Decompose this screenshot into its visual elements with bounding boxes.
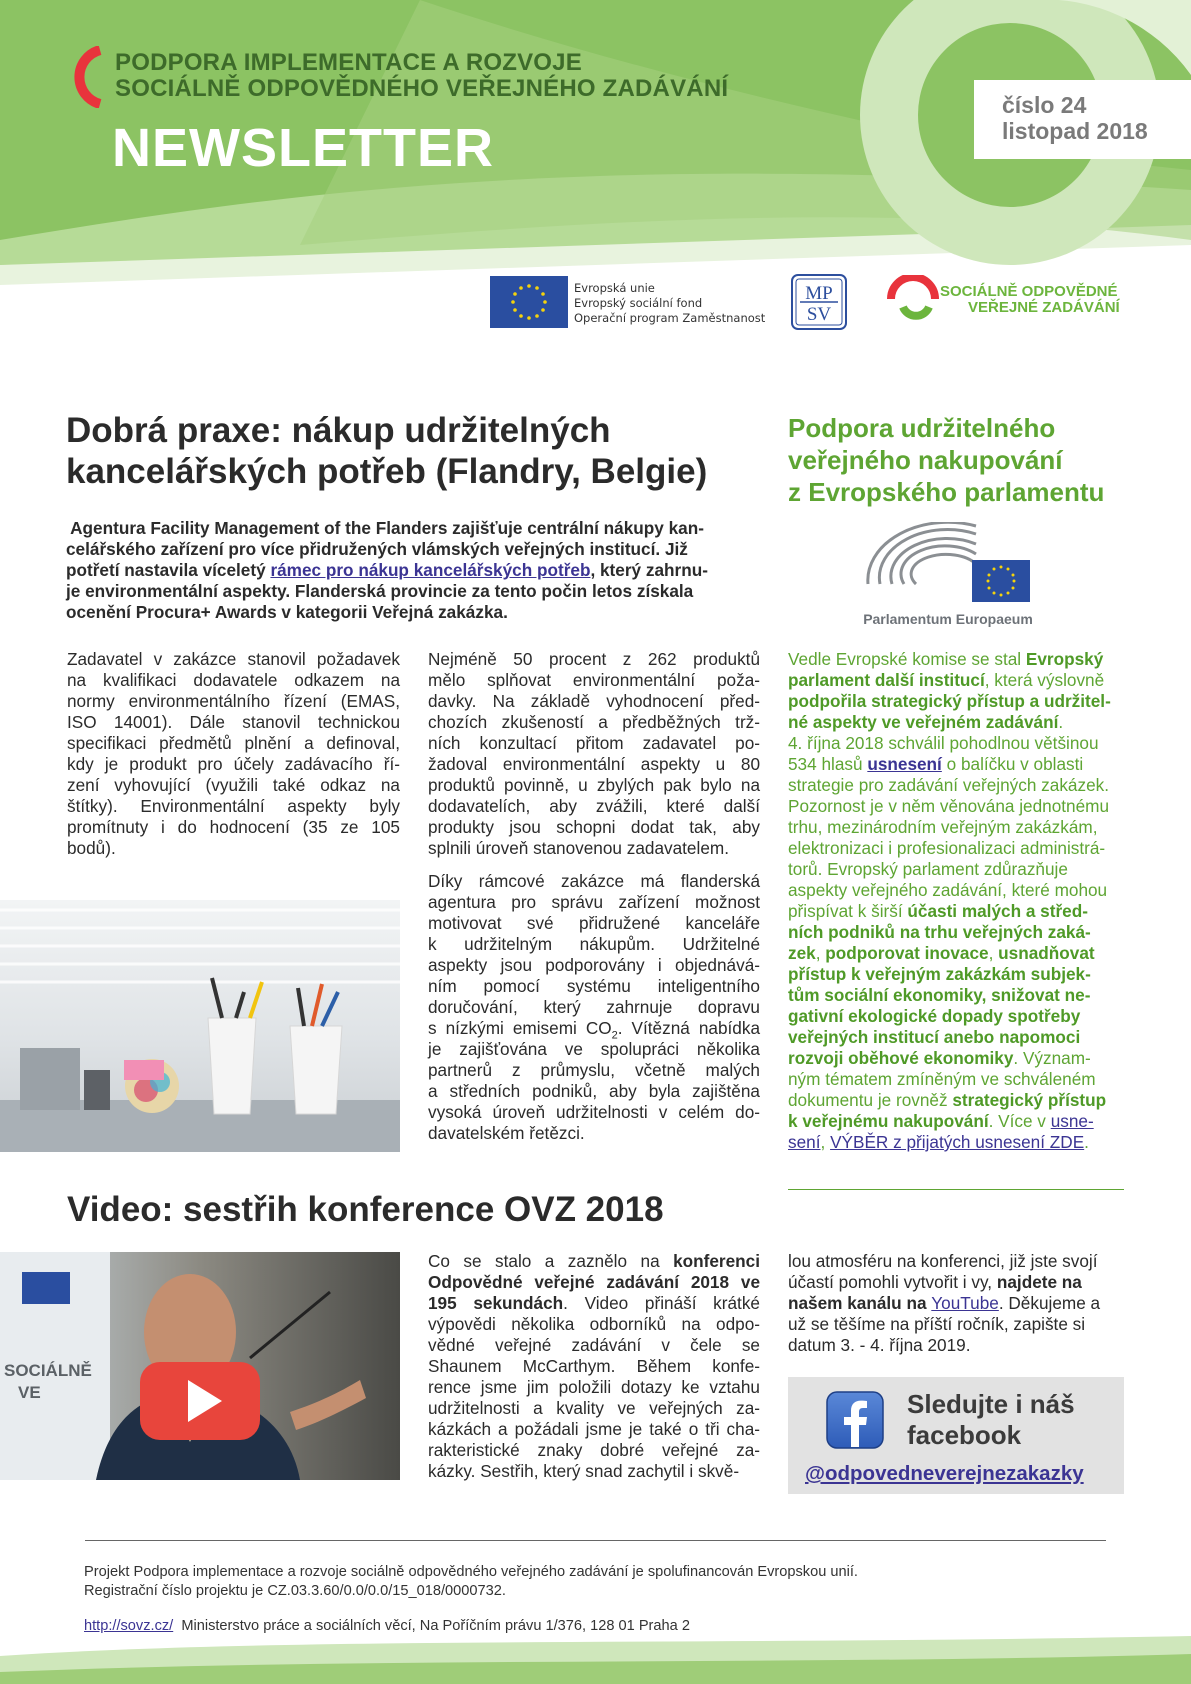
video-col2-line [788, 1293, 1128, 1314]
eu-logo-text [574, 281, 765, 326]
sidebar-body-line [788, 733, 1148, 754]
line-text: Shaunem McCarthym. Během konfe- [428, 1356, 760, 1376]
video-column-1 [428, 1251, 760, 1482]
line-text: výpovědi několika odborníků na odpo- [428, 1314, 760, 1334]
inline-link[interactable]: usne- [1050, 1111, 1094, 1131]
video-col1-line [428, 1335, 760, 1356]
bold-text: usnadňovat [998, 943, 1095, 963]
article-col1-line: bodů). [67, 838, 116, 858]
video-col1-line [428, 1293, 760, 1314]
article-col2-line: dodavatelích, aby zvážili, které další [428, 796, 760, 816]
article-col2b-line: aspekty jsou podporovány i objednává- [428, 955, 760, 975]
issue-box [974, 80, 1191, 159]
inline-link[interactable]: usnesení [867, 754, 942, 774]
line-text: rence jsme jim položili dotazy ke vztahu [428, 1377, 760, 1397]
lead-text: , který zahrnu- [590, 560, 708, 580]
article-col2b-line [428, 1018, 761, 1042]
article-col2b-line: doručování, který zahrnuje dopravu [428, 997, 760, 1017]
bold-text: parlament další institucí [788, 670, 985, 690]
line-text: , [815, 943, 826, 963]
issue-date: listopad 2018 [1002, 118, 1148, 144]
office-supplies-photo [0, 900, 400, 1152]
video-col1-line [428, 1272, 760, 1293]
eu-text-line3: Operační program Zaměstnanost [574, 311, 766, 325]
sidebar-divider [788, 1189, 1124, 1190]
article-col1-line: ISO 14001). Dále stanovil technickou [67, 712, 400, 732]
line-text: o balíčku v oblasti [941, 754, 1084, 774]
facebook-title-line1: Sledujte i náš [907, 1389, 1075, 1419]
line-text: s nízkými emisemi CO [428, 1018, 612, 1038]
article-col1-line: zení vyhovující (využili také odkaz na [67, 775, 400, 795]
sidebar-body-line [788, 985, 1148, 1006]
article-col2b-line: k udržitelným nákupům. Udržitelné [428, 934, 760, 954]
bold-text: přístup k veřejným zakázkám subjek- [788, 964, 1091, 984]
line-text: Vedle Evropské komise se stal [788, 649, 1026, 669]
line-text: 534 hlasů [788, 754, 868, 774]
video-col2-line [788, 1314, 1128, 1335]
line-text: Pozornost je v něm věnována jednotnému [788, 796, 1110, 816]
sidebar-body-line [788, 1090, 1148, 1111]
lead-line: celářského zařízení pro více přidružených vlámských veřejných institucí. Již [66, 539, 688, 559]
article-col2b-line: vysoká úroveň udržitelnosti v celém do- [428, 1102, 760, 1122]
sidebar-body-line [788, 649, 1148, 670]
article-col2-line: davky. Na základě vyhodnocení před- [428, 691, 760, 711]
line-text: . Vítězná nabídka [617, 1018, 761, 1038]
sidebar-body-line [788, 754, 1148, 775]
video-col1-line [428, 1398, 760, 1419]
line-text: kázkách a požádali jsme je také o tři cha- [428, 1419, 760, 1439]
sidebar-body-line [788, 1048, 1148, 1069]
sidebar-title [788, 412, 1148, 508]
sidebar-body-line [788, 880, 1148, 901]
sidebar-body-line [788, 922, 1148, 943]
sidebar-body-line [788, 838, 1148, 859]
line-text: . Video přináší krátké [563, 1293, 760, 1313]
line-text: strategie pro zadávání veřejných zakázek. [788, 775, 1110, 795]
line-text: lou atmosféru na konferenci, již jste svojí [788, 1251, 1098, 1271]
sidebar-body-line [788, 1111, 1148, 1132]
sovz-logo-text [940, 284, 1120, 316]
video-col2-line [788, 1251, 1128, 1272]
article-title-line2: kancelářských potřeb (Flandry, Belgie) [66, 452, 708, 491]
line-text: . [1084, 1132, 1089, 1152]
article-column-2 [428, 649, 760, 859]
sidebar-body-line [788, 1069, 1148, 1090]
line-text: udržitelnosti a kvality ve veřejných za- [428, 1398, 760, 1418]
bold-text: najdete na [996, 1272, 1082, 1292]
article-lead [66, 518, 708, 623]
line-text: vědné veřejné zadávání v čele se [428, 1335, 760, 1355]
european-parliament-caption: Parlamentum Europaeum [863, 611, 1033, 627]
video-col1-line [428, 1419, 760, 1440]
website-link[interactable]: http://sovz.cz/ [84, 1618, 174, 1634]
inline-link[interactable]: YouTube [931, 1293, 999, 1313]
article-col1-line: normy environmentálního řízení (EMAS, [67, 691, 400, 711]
sidebar-body-line [788, 964, 1148, 985]
subscript-text: 2 [611, 1029, 618, 1042]
article-col1-line: promítnuty i do hodnocení (35 ze 105 [67, 817, 400, 837]
facebook-icon[interactable] [826, 1391, 884, 1449]
sidebar-body [788, 649, 1148, 1153]
lead-line: ocenění Procura+ Awards v kategorii Veřejná zakázka. [66, 602, 508, 622]
video-col1-line [428, 1251, 760, 1272]
video-column-2 [788, 1251, 1128, 1356]
article-col2-line: splnili úroveň stanovenou zadavatelem. [428, 838, 729, 858]
video-col1-line [428, 1440, 760, 1461]
line-text: . [1058, 712, 1064, 732]
line-text: , která výslovně [984, 670, 1105, 690]
article-col2b-line: davatelském řetězci. [428, 1123, 585, 1143]
ministry-address: Ministerstvo práce a sociálních věcí, Na Poříčním právu 1/376, 128 01 Praha 2 [173, 1618, 690, 1634]
lead-text: potřetí nastavila víceletý [66, 560, 271, 580]
bold-text: né aspekty ve veřejném zadávání [788, 712, 1059, 732]
mpsv-logo [791, 274, 847, 330]
video-col1-line [428, 1356, 760, 1377]
issue-number: číslo 24 [1002, 92, 1087, 118]
line-text: elektronizaci i profesionalizaci administrá- [788, 838, 1106, 858]
line-text: . Děkujeme a [998, 1293, 1101, 1313]
sidebar-body-line [788, 817, 1148, 838]
thumbnail-text: SOCIÁLNĚ [4, 1361, 92, 1380]
article-col2-line: chozích zkušeností a předběžných trž- [428, 712, 760, 732]
line-text: trhu, mezinárodním veřejným zakázkám, [788, 817, 1098, 837]
article-col2-line: mělo splňovat environmentální poža- [428, 670, 760, 690]
article-col2-line: Nejméně 50 procent z 262 produktů [428, 649, 760, 669]
sovz-text-line1: SOCIÁLNĚ ODPOVĚDNÉ [940, 283, 1118, 300]
video-thumbnail[interactable] [0, 1252, 400, 1480]
line-text: přispívat k širší [788, 901, 908, 921]
sidebar-body-line [788, 670, 1148, 691]
article-col2-line: ních konzultací přitom zadavatel po- [428, 733, 760, 753]
bold-text: zek [788, 943, 816, 963]
bold-text: účasti malých a střed- [907, 901, 1088, 921]
article-col2-line: produkty jsou schopni dodat tak, aby [428, 817, 760, 837]
sidebar-body-line [788, 943, 1148, 964]
sovz-c-icon [66, 46, 106, 108]
sidebar-body-line [788, 691, 1148, 712]
sidebar-body-line [788, 901, 1148, 922]
video-col1-line [428, 1314, 760, 1335]
article-col1-line: Zadavatel v zakázce stanovil požadavek [67, 649, 400, 669]
bold-text: podporovat inovace [825, 943, 989, 963]
bold-text: k veřejnému nakupování [788, 1111, 989, 1131]
bold-text: tům sociální ekonomiky, snižovat ne- [788, 985, 1091, 1005]
line-text: Co se stalo a zaznělo na [428, 1251, 674, 1271]
sidebar-body-line [788, 1006, 1148, 1027]
inline-link[interactable]: VÝBĚR z přijatých usnesení ZDE [830, 1132, 1085, 1152]
article-col1-line: specifikaci předmětů plnění a definoval, [67, 733, 400, 753]
lead-line [66, 560, 708, 581]
line-text: datum 3. - 4. října 2019. [788, 1335, 971, 1355]
video-col1-line [428, 1377, 760, 1398]
article-col2b-line: motivovat své přidružené kanceláře [428, 913, 760, 933]
line-text: účastí pomohli vytvořit i vy, [788, 1272, 997, 1292]
line-text: už se těšíme na příští ročník, zapište si [788, 1314, 1086, 1334]
sidebar-title-line1: Podpora udržitelného [788, 413, 1056, 443]
article-col1-line: kdy je produkt pro účely zadávacího ří- [67, 754, 400, 774]
facebook-handle-link[interactable]: @odpovedneverejnezakazky [805, 1462, 1084, 1485]
lead-line: Agentura Facility Management of the Flanders zajišťuje centrální nákupy kan- [66, 518, 704, 538]
sidebar-title-line2: veřejného nakupování [788, 445, 1063, 475]
article-col2b-line: a středních podniků, aby byla zajištěna [428, 1081, 760, 1101]
sidebar-body-line [788, 796, 1148, 817]
bold-text: podpořila strategický přístup a udržitel- [788, 691, 1111, 711]
article-col2b-line: Díky rámcové zakázce má flanderská [428, 871, 760, 891]
facebook-title [907, 1389, 1075, 1451]
newsletter-title: NEWSLETTER [112, 118, 494, 178]
video-col1-line [428, 1461, 760, 1482]
sidebar-title-line3: z Evropského parlamentu [788, 477, 1105, 507]
article-col2b-line: je zajišťována ve spolupráci několika [428, 1039, 760, 1059]
sidebar-body-line [788, 712, 1148, 733]
sidebar-body-line [788, 775, 1148, 796]
european-parliament-logo [858, 522, 1038, 630]
sovz-logo-icon [885, 275, 943, 329]
sovz-text-line2: VEŘEJNÉ ZADÁVÁNÍ [968, 299, 1120, 316]
article-column-2-continued [428, 871, 760, 1144]
line-text: , [820, 1132, 831, 1152]
lead-line: je environmentální aspekty. Flanderská provincie za tento počin letos získala [66, 581, 694, 601]
line-text: ným tématem zmíněným ve schváleném [788, 1069, 1096, 1089]
organization-title-line1: PODPORA IMPLEMENTACE A ROZVOJE [115, 49, 582, 76]
bold-text: rozvoji oběhové ekonomiky [788, 1048, 1014, 1068]
office-supplies-framework-link[interactable]: rámec pro nákup kancelářských potřeb [270, 560, 591, 580]
article-column-1 [67, 649, 400, 859]
line-text: dokumentu je rovněž [788, 1090, 953, 1110]
inline-link[interactable]: sení [788, 1132, 821, 1152]
mpsv-bottom-text: SV [806, 304, 832, 325]
eu-text-line1: Evropská unie [574, 281, 655, 295]
article-col2-line: produktů povinně, u zbylých pak bylo na [428, 775, 760, 795]
footer-banner [0, 1636, 1191, 1684]
footer-divider [85, 1540, 1106, 1541]
article-col2-line: žadoval environmentální aspekty u 80 [428, 754, 760, 774]
organization-title-line2: SOCIÁLNĚ ODPOVĚDNÉHO VEŘEJNÉHO ZADÁVÁNÍ [115, 75, 729, 102]
sidebar-body-line [788, 1027, 1148, 1048]
video-col2-line [788, 1335, 1128, 1356]
footer-line2: Registrační číslo projektu je CZ.03.3.60/0.0/0.0/15_018/0000732. [84, 1583, 506, 1599]
line-text: aspekty veřejného zadávání, které mohou [788, 880, 1108, 900]
facebook-title-line2: facebook [907, 1420, 1022, 1450]
article-col2b-line: ním pomocí systému inteligentního [428, 976, 760, 996]
thumbnail-text: VE [18, 1383, 41, 1402]
bold-text: Evropský [1025, 649, 1104, 669]
line-text: 4. října 2018 schválil pohodlnou většinou [788, 733, 1099, 753]
footer-line1: Projekt Podpora implementace a rozvoje sociálně odpovědného veřejného zadávání je spolufinancován Evropskou unií. [84, 1564, 858, 1580]
bold-text: Odpovědné veřejné zadávání 2018 ve [428, 1272, 760, 1292]
video-section-title: Video: sestřih konference OVZ 2018 [67, 1190, 664, 1229]
sidebar-body-line [788, 1132, 1148, 1153]
line-text: . Více v [988, 1111, 1051, 1131]
line-text: rakteristické znaky dobré veřejné za- [428, 1440, 760, 1460]
article-col2b-line: partnerů z průmyslu, včetně malých [428, 1060, 760, 1080]
article-col2b-line: agentura pro správu zařízení možnost [428, 892, 760, 912]
article-col1-line: štítky). Environmentální aspekty byly [67, 796, 400, 816]
bold-text: veřejných institucí anebo napomoci [788, 1027, 1081, 1047]
footer-contact [84, 1617, 690, 1636]
footer-text [84, 1563, 858, 1601]
organization-title [115, 50, 815, 102]
article-col1-line: na kvalifikaci dodavatele odkazem na [67, 670, 400, 690]
bold-text: konferenci [673, 1251, 760, 1271]
bold-text: ních podniků na trhu veřejných zaká- [788, 922, 1091, 942]
eu-text-line2: Evropský sociální fond [574, 296, 703, 310]
eu-flag-icon [490, 276, 568, 328]
bold-text: strategický přístup [952, 1090, 1107, 1110]
video-col2-line [788, 1272, 1128, 1293]
line-text: torů. Evropský parlament zdůrazňuje [788, 859, 1068, 879]
article-title [66, 410, 707, 492]
line-text: , [988, 943, 999, 963]
bold-text: gativní ekologické dopady spotřeby [788, 1006, 1081, 1026]
bold-text: našem kanálu na [788, 1293, 932, 1313]
article-title-line1: Dobrá praxe: nákup udržitelných [66, 411, 611, 450]
mpsv-top-text: MP [805, 283, 833, 304]
line-text: kázky. Sestřih, který snad zachytil i skvě- [428, 1461, 740, 1481]
bold-text: 195 sekundách [428, 1293, 564, 1313]
line-text: . Význam- [1013, 1048, 1091, 1068]
sidebar-body-line [788, 859, 1148, 880]
